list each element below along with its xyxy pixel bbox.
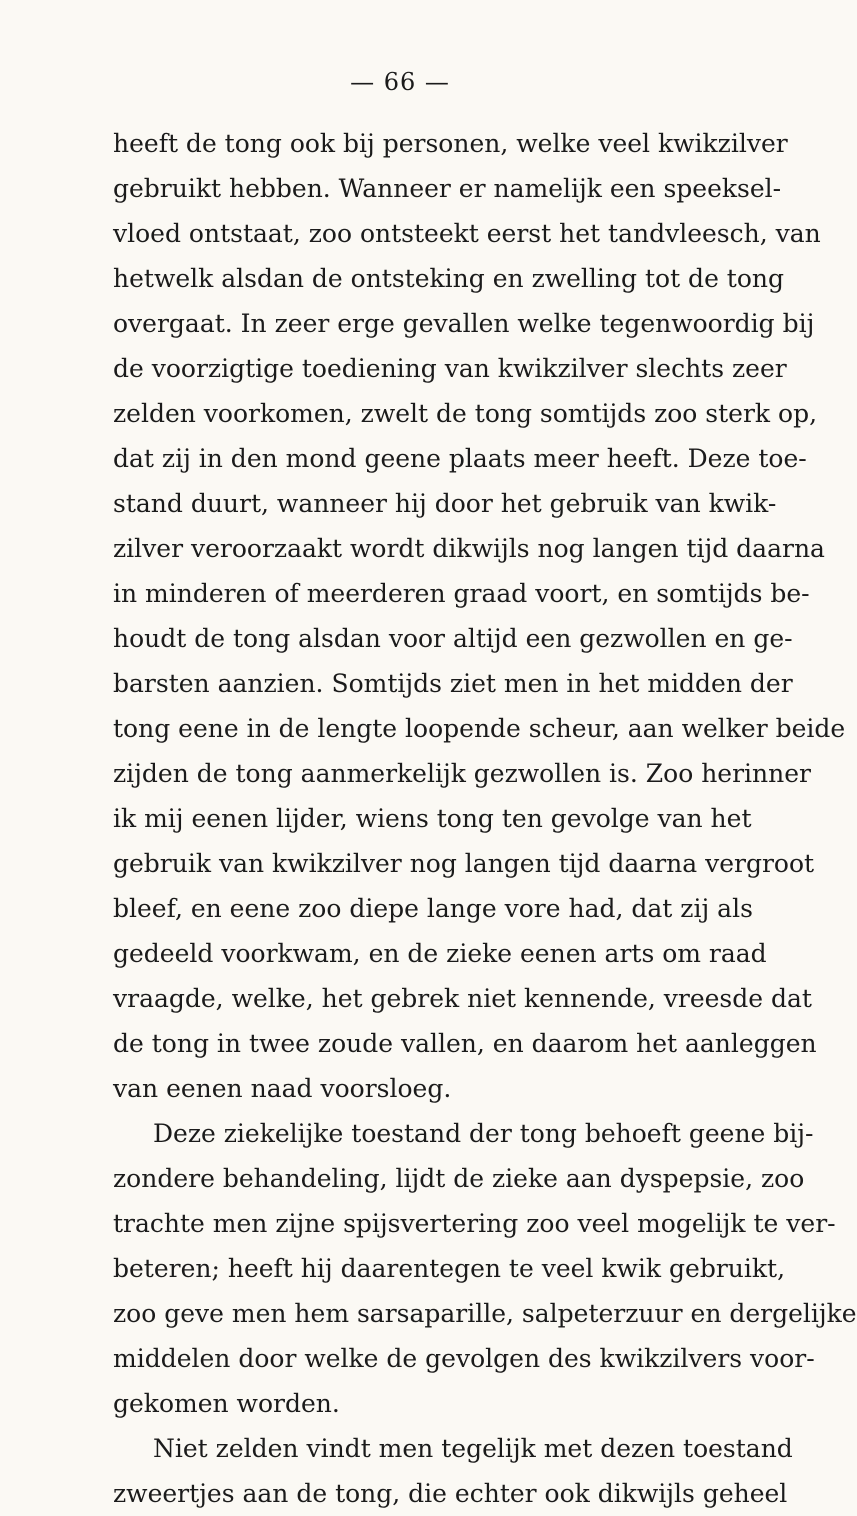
text-line: Niet zelden vindt men tegelijk met dezen toestand — [153, 1434, 793, 1463]
text-line: zweertjes aan de tong, die echter ook dikwijls geheel — [113, 1479, 788, 1508]
text-line: houdt de tong alsdan voor altijd een gezwollen en ge- — [113, 624, 793, 653]
text-line: van eenen naad voorsloeg. — [113, 1074, 452, 1103]
text-line: ik mij eenen lijder, wiens tong ten gevolge van het — [113, 804, 752, 833]
text-line: vraagde, welke, het gebrek niet kennende, vreesde dat — [113, 984, 812, 1013]
text-line: zilver veroorzaakt wordt dikwijls nog langen tijd daarna — [113, 534, 825, 563]
text-line: hetwelk alsdan de ontsteking en zwelling tot de tong — [113, 264, 785, 293]
text-line: zondere behandeling, lijdt de zieke aan dyspepsie, zoo — [113, 1164, 805, 1193]
text-line: zelden voorkomen, zwelt de tong somtijds zoo sterk op, — [113, 399, 818, 428]
text-line: barsten aanzien. Somtijds ziet men in het midden der — [113, 669, 793, 698]
text-line: vloed ontstaat, zoo ontsteekt eerst het tandvleesch, van — [113, 219, 821, 248]
text-line: de tong in twee zoude vallen, en daarom het aanleggen — [113, 1029, 817, 1058]
text-line: stand duurt, wanneer hij door het gebruik van kwik- — [113, 489, 777, 518]
text-line: trachte men zijne spijsvertering zoo veel mogelijk te ver- — [113, 1209, 836, 1238]
text-line: gedeeld voorkwam, en de zieke eenen arts om raad — [113, 939, 767, 968]
text-line: heeft de tong ook bij personen, welke veel kwikzilver — [113, 129, 788, 158]
body-text — [113, 121, 857, 1516]
page-number: — 66 — — [350, 68, 450, 96]
text-line: zijden de tong aanmerkelijk gezwollen is. Zoo herinner — [113, 759, 811, 788]
text-line: dat zij in den mond geene plaats meer heeft. Deze toe- — [113, 444, 807, 473]
text-line: overgaat. In zeer erge gevallen welke tegenwoordig bij — [113, 309, 815, 338]
text-line: beteren; heeft hij daarentegen te veel kwik gebruikt, — [113, 1254, 786, 1283]
text-line: Deze ziekelijke toestand der tong behoeft geene bij- — [153, 1119, 814, 1148]
text-line: gebruik van kwikzilver nog langen tijd daarna vergroot — [113, 849, 815, 878]
text-line: tong eene in de lengte loopende scheur, aan welker beide — [113, 714, 846, 743]
text-line: bleef, en eene zoo diepe lange vore had, dat zij als — [113, 894, 753, 923]
text-line: in minderen of meerderen graad voort, en somtijds be- — [113, 579, 810, 608]
text-line: gebruikt hebben. Wanneer er namelijk een speeksel- — [113, 174, 782, 203]
text-line: de voorzigtige toediening van kwikzilver slechts zeer — [113, 354, 787, 383]
text-line: gekomen worden. — [113, 1389, 340, 1418]
text-line: middelen door welke de gevolgen des kwikzilvers voor- — [113, 1344, 815, 1373]
text-line: zoo geve men hem sarsaparille, salpeterzuur en dergelijke — [113, 1299, 857, 1328]
